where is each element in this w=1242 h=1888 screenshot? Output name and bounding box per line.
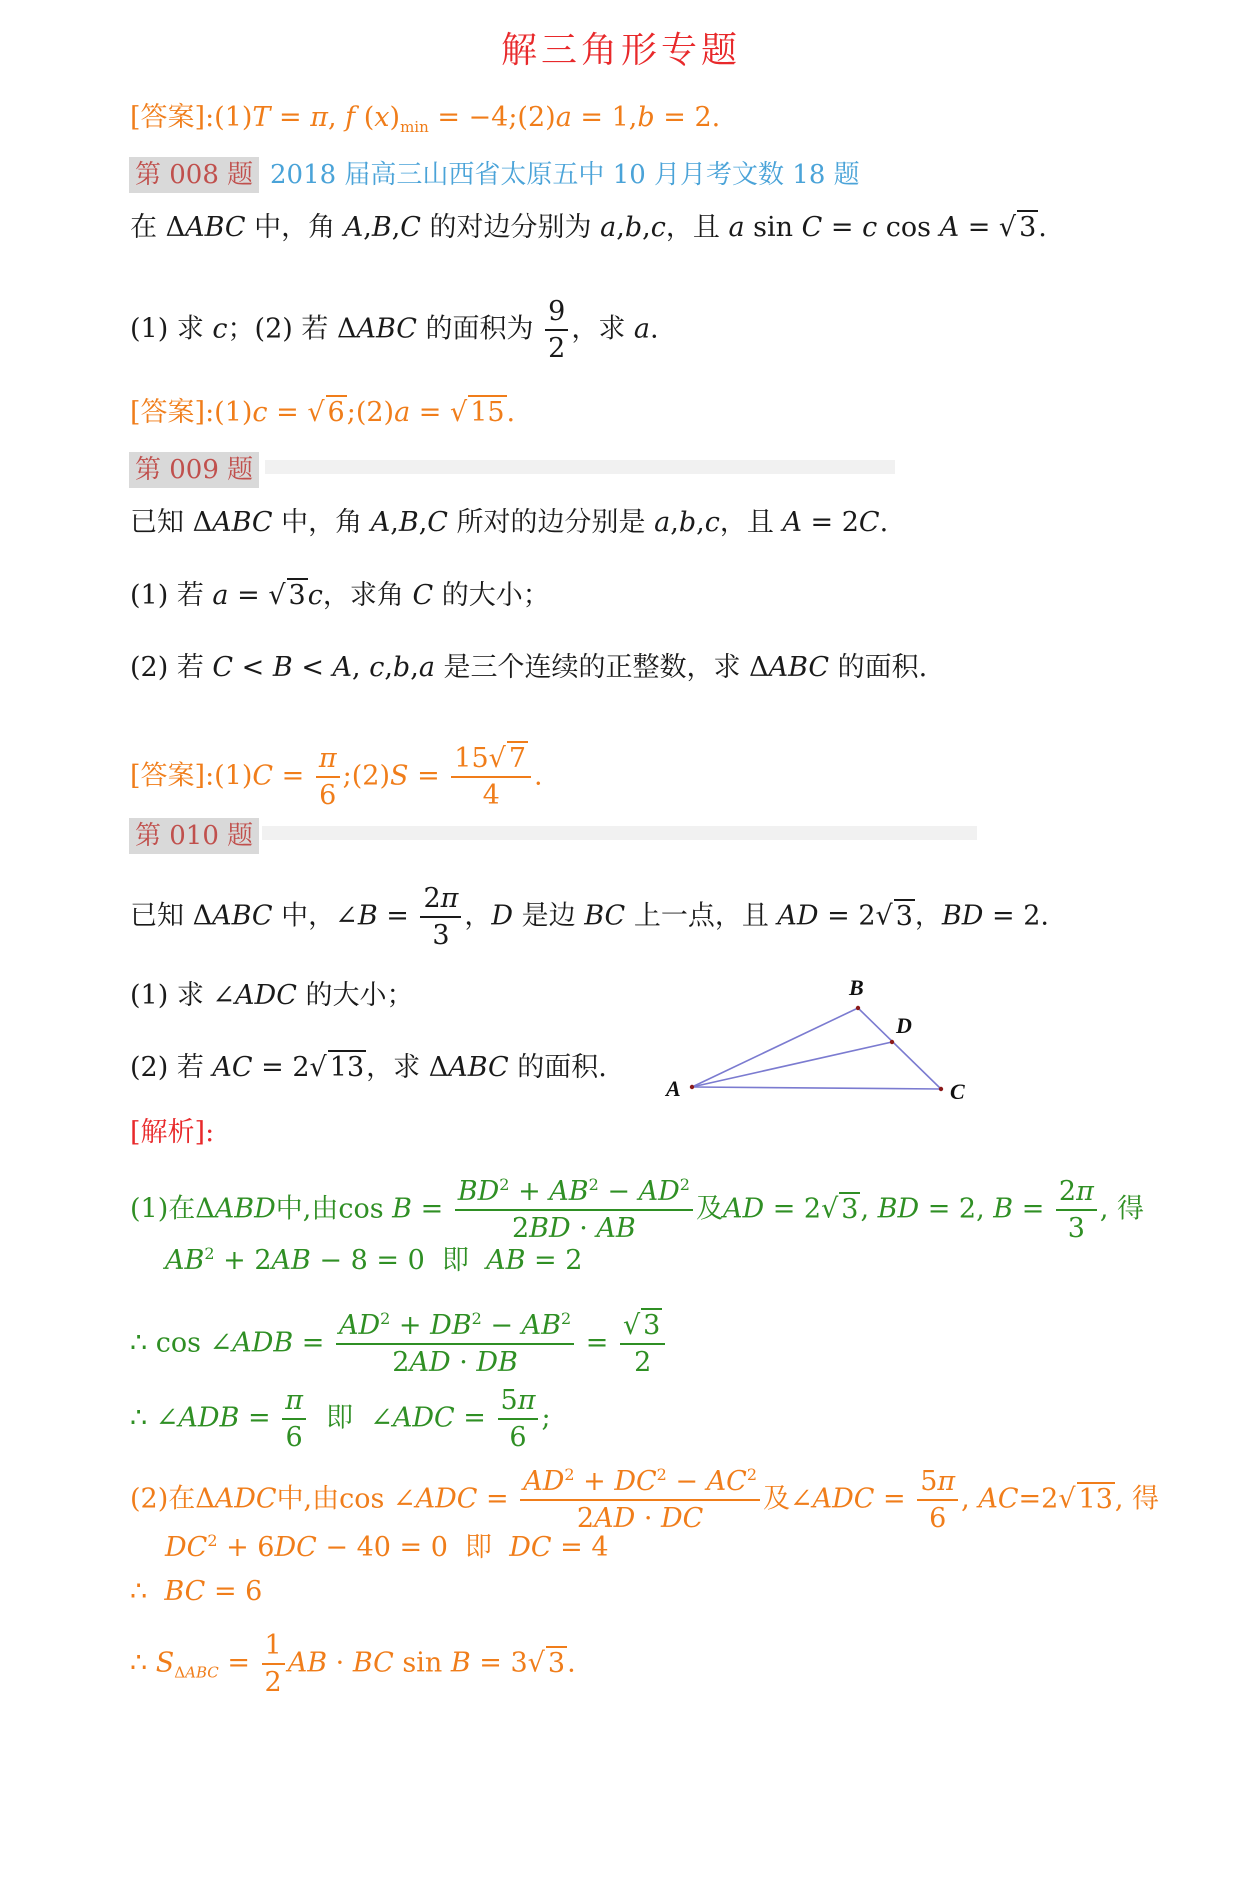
side-ab: [692, 1008, 858, 1087]
q009-stem: 已知 ΔABC 中，角 A,B,C 所对的边分别是 a,b,c，且 A = 2C.: [130, 507, 889, 538]
sol2-line3: ∴ BC = 6: [130, 1576, 263, 1607]
divider-bar: [265, 460, 895, 474]
point-b: [856, 1006, 860, 1010]
answer-text: :(1)T = π, f $(x)_{min}$ = −4;(2)a = 1,b = 2.: [205, 102, 721, 136]
answer-label: [答案]: [130, 397, 206, 428]
q009-part1: (1) 若 a = √ 3c，求角 C 的大小；: [130, 580, 550, 611]
triangle-figure: [660, 975, 980, 1105]
sol1-line1: (1)在ΔABD中,由cos B = $\frac{BD^2 + AB^2 - AD^2}{2BD \cdot AB}$ 及AD = 2√ 3, BD = 2, B = $\frac{2\pi}{3}$ , 得: [130, 1175, 1145, 1244]
point-a: [690, 1085, 694, 1089]
side-ac: [692, 1087, 941, 1089]
q008-part: (1) 求 c；(2) 若 ΔABC 的面积为 $\frac{9}{2}$ ，求 a.: [130, 296, 659, 364]
sol1-line2: $AB^2 + 2AB - 8 = 0$ 即 AB = 2: [165, 1244, 583, 1276]
q008-stem: 在 ΔABC 中，角 A,B,C 的对边分别为 a,b,c，且 a sin C = c cos A = √ 3.: [130, 212, 1047, 243]
segment-ad: [692, 1042, 892, 1087]
solution-label: [解析]:: [130, 1117, 215, 1148]
sol2-line4: ∴ $S_{\Delta ABC}$ = $\frac{1}{2}$ AB · BC sin B = 3√ 3.: [130, 1630, 576, 1698]
q008-badge: 第 008 题: [129, 157, 259, 193]
q010-stem: 已知 ΔABC 中，∠B = $\frac{2\pi}{3}$ ，D 是边 BC 上一点，且 AD = 2√ 3，BD = 2.: [130, 883, 1049, 951]
point-d: [890, 1040, 894, 1044]
q009-part2: (2) 若 C < B < A, c,b,a 是三个连续的正整数，求 ΔABC 的面积.: [130, 652, 928, 683]
q009-answer: [答案]:(1)C = $\frac{\pi}{6}$ ;(2)S = $\frac{15√ 7}{4}$ .: [130, 743, 543, 811]
q010-part2: (2) 若 AC = 2√ 13，求 ΔABC 的面积.: [130, 1052, 607, 1083]
q010-part1: (1) 求 ∠ADC 的大小；: [130, 980, 414, 1011]
sol1-line4: ∴ ∠ADB = $\frac{\pi}{6}$ 即 ∠ADC = $\frac{5\pi}{6}$ ;: [130, 1385, 551, 1453]
answer-label: [答案]: [130, 102, 206, 133]
q008-source: 2018 届高三山西省太原五中 10 月月考文数 18 题: [270, 160, 860, 190]
q008-answer: [答案]:(1)c = √ 6;(2)a = √ 15.: [130, 397, 516, 428]
sol2-line1: (2)在ΔADC中,由cos ∠ADC = $\frac{AD^2 + DC^2 - AC^2}{2AD \cdot DC}$ 及∠ADC = $\frac{5\pi}{6}$ , AC=2√ 13, 得: [130, 1465, 1160, 1534]
q007-answer: [130, 100, 720, 136]
answer-label: [答案]: [130, 760, 206, 792]
divider-bar: [262, 826, 977, 840]
label-b: B: [849, 975, 864, 1000]
sol2-line2: $DC^2 + 6DC - 40 = 0$ 即 DC = 4: [165, 1531, 609, 1563]
label-a: A: [666, 1076, 681, 1101]
page-title: 解三角形专题: [500, 30, 741, 71]
label-d: D: [896, 1013, 912, 1038]
label-c: C: [950, 1079, 965, 1104]
q009-badge: 第 009 题: [129, 452, 259, 488]
sol1-line3: ∴ cos ∠ADB = $\frac{AD^2 + DB^2 - AB^2}{2AD \cdot DB}$ = $\frac{√ 3}{2}$: [130, 1312, 668, 1376]
point-c: [939, 1087, 943, 1091]
q010-badge: 第 010 题: [129, 818, 259, 854]
